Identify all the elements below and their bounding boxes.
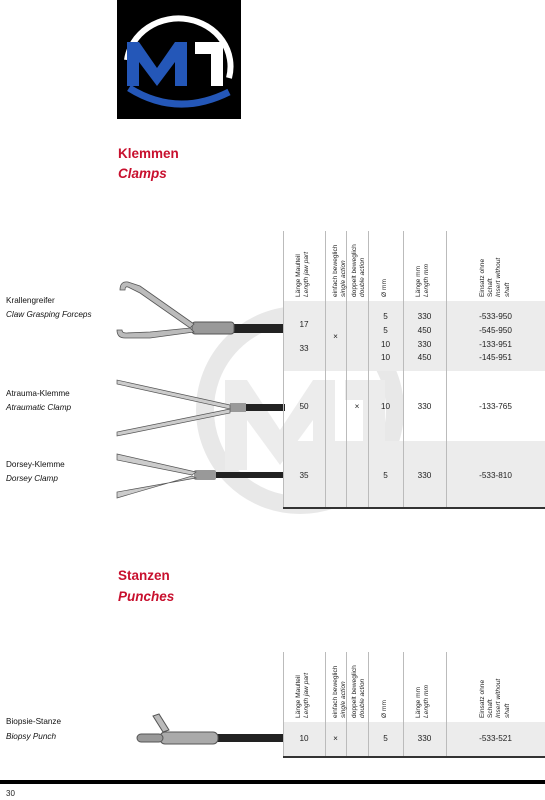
product-name-dorsey-en: Dorsey Clamp xyxy=(6,474,58,483)
divider xyxy=(446,231,447,509)
divider xyxy=(403,231,404,509)
section-title-clamps-en: Clamps xyxy=(118,166,167,181)
dorsey-len: 330 xyxy=(417,471,432,480)
divider xyxy=(368,231,369,509)
atrauma-jaw: 50 xyxy=(299,402,309,411)
dorsey-dia: 5 xyxy=(383,471,388,480)
atrauma-double-mark: × xyxy=(354,402,360,411)
claw-art-1: -533-950 xyxy=(479,312,512,321)
section-title-punches-en: Punches xyxy=(118,589,175,604)
claw-art-4: -145-951 xyxy=(479,353,512,362)
atrauma-dia: 10 xyxy=(380,402,391,411)
header-single: einfach beweglich single action xyxy=(332,244,348,297)
biopsy-single-mark: × xyxy=(333,734,338,743)
header-insert: Einsatz ohne Schaft Insert without shaft xyxy=(479,678,511,718)
claw-single-mark: × xyxy=(333,332,338,341)
header-length: Länge mm Length mm xyxy=(415,685,431,718)
product-name-biopsy-en: Biopsy Punch xyxy=(6,732,57,741)
divider xyxy=(325,231,326,509)
table-bottom-rule xyxy=(283,507,545,509)
claw-len-2: 450 xyxy=(417,326,432,335)
claw-art-3: -133-951 xyxy=(479,340,512,349)
product-name-atrauma-de: Atrauma-Klemme xyxy=(6,389,70,398)
claw-forceps-image xyxy=(110,278,285,358)
biopsy-punch-image xyxy=(135,712,285,752)
claw-jaw-a: 17 xyxy=(299,320,309,329)
clamps-table xyxy=(283,231,545,509)
claw-len-3: 330 xyxy=(417,340,432,349)
biopsy-dia: 5 xyxy=(383,734,388,743)
product-name-dorsey-de: Dorsey-Klemme xyxy=(6,460,65,469)
company-logo xyxy=(117,0,241,119)
claw-dia-2: 5 xyxy=(383,326,388,335)
product-name-claw-de: Krallengreifer xyxy=(6,296,55,305)
product-name-biopsy-de: Biopsie-Stanze xyxy=(6,717,62,726)
claw-dia-4: 10 xyxy=(380,353,391,362)
footer-rule xyxy=(0,780,545,784)
product-name-claw-en: Claw Grasping Forceps xyxy=(6,310,92,319)
claw-art-2: -545-950 xyxy=(479,326,512,335)
header-length: Länge mm Length mm xyxy=(415,264,431,297)
biopsy-art: -533-521 xyxy=(479,734,512,743)
header-single: einfach beweglich single action xyxy=(332,665,348,718)
atrauma-art: -133-765 xyxy=(479,402,512,411)
table-bottom-rule xyxy=(283,756,545,758)
claw-len-4: 450 xyxy=(417,353,432,362)
atraumatic-clamp-image xyxy=(112,374,285,440)
claw-jaw-b: 33 xyxy=(299,344,309,353)
header-double: doppelt beweglich double action xyxy=(351,665,367,718)
header-insert: Einsatz ohne Schaft Insert without shaft xyxy=(479,257,511,297)
divider xyxy=(283,231,284,509)
dorsey-jaw: 35 xyxy=(299,471,309,480)
section-title-clamps-de: Klemmen xyxy=(118,146,179,161)
header-diameter: Ø mm xyxy=(381,279,388,297)
section-title-punches-de: Stanzen xyxy=(118,568,170,583)
header-jaw: Länge Maulteil Length jaw part xyxy=(295,672,311,718)
header-jaw: Länge Maulteil Length jaw part xyxy=(295,251,311,297)
dorsey-clamp-image xyxy=(112,450,285,502)
dorsey-art: -533-810 xyxy=(479,471,512,480)
header-double: doppelt beweglich double action xyxy=(351,244,367,297)
product-name-atrauma-en: Atraumatic Clamp xyxy=(6,403,72,412)
claw-len-1: 330 xyxy=(417,312,432,321)
biopsy-jaw: 10 xyxy=(299,734,309,743)
page-number: 30 xyxy=(6,789,15,798)
atrauma-len: 330 xyxy=(417,402,432,411)
claw-dia-3: 10 xyxy=(380,340,391,349)
biopsy-len: 330 xyxy=(417,734,432,743)
claw-dia-1: 5 xyxy=(383,312,388,321)
header-diameter: Ø mm xyxy=(381,700,388,718)
punches-table xyxy=(283,652,545,758)
